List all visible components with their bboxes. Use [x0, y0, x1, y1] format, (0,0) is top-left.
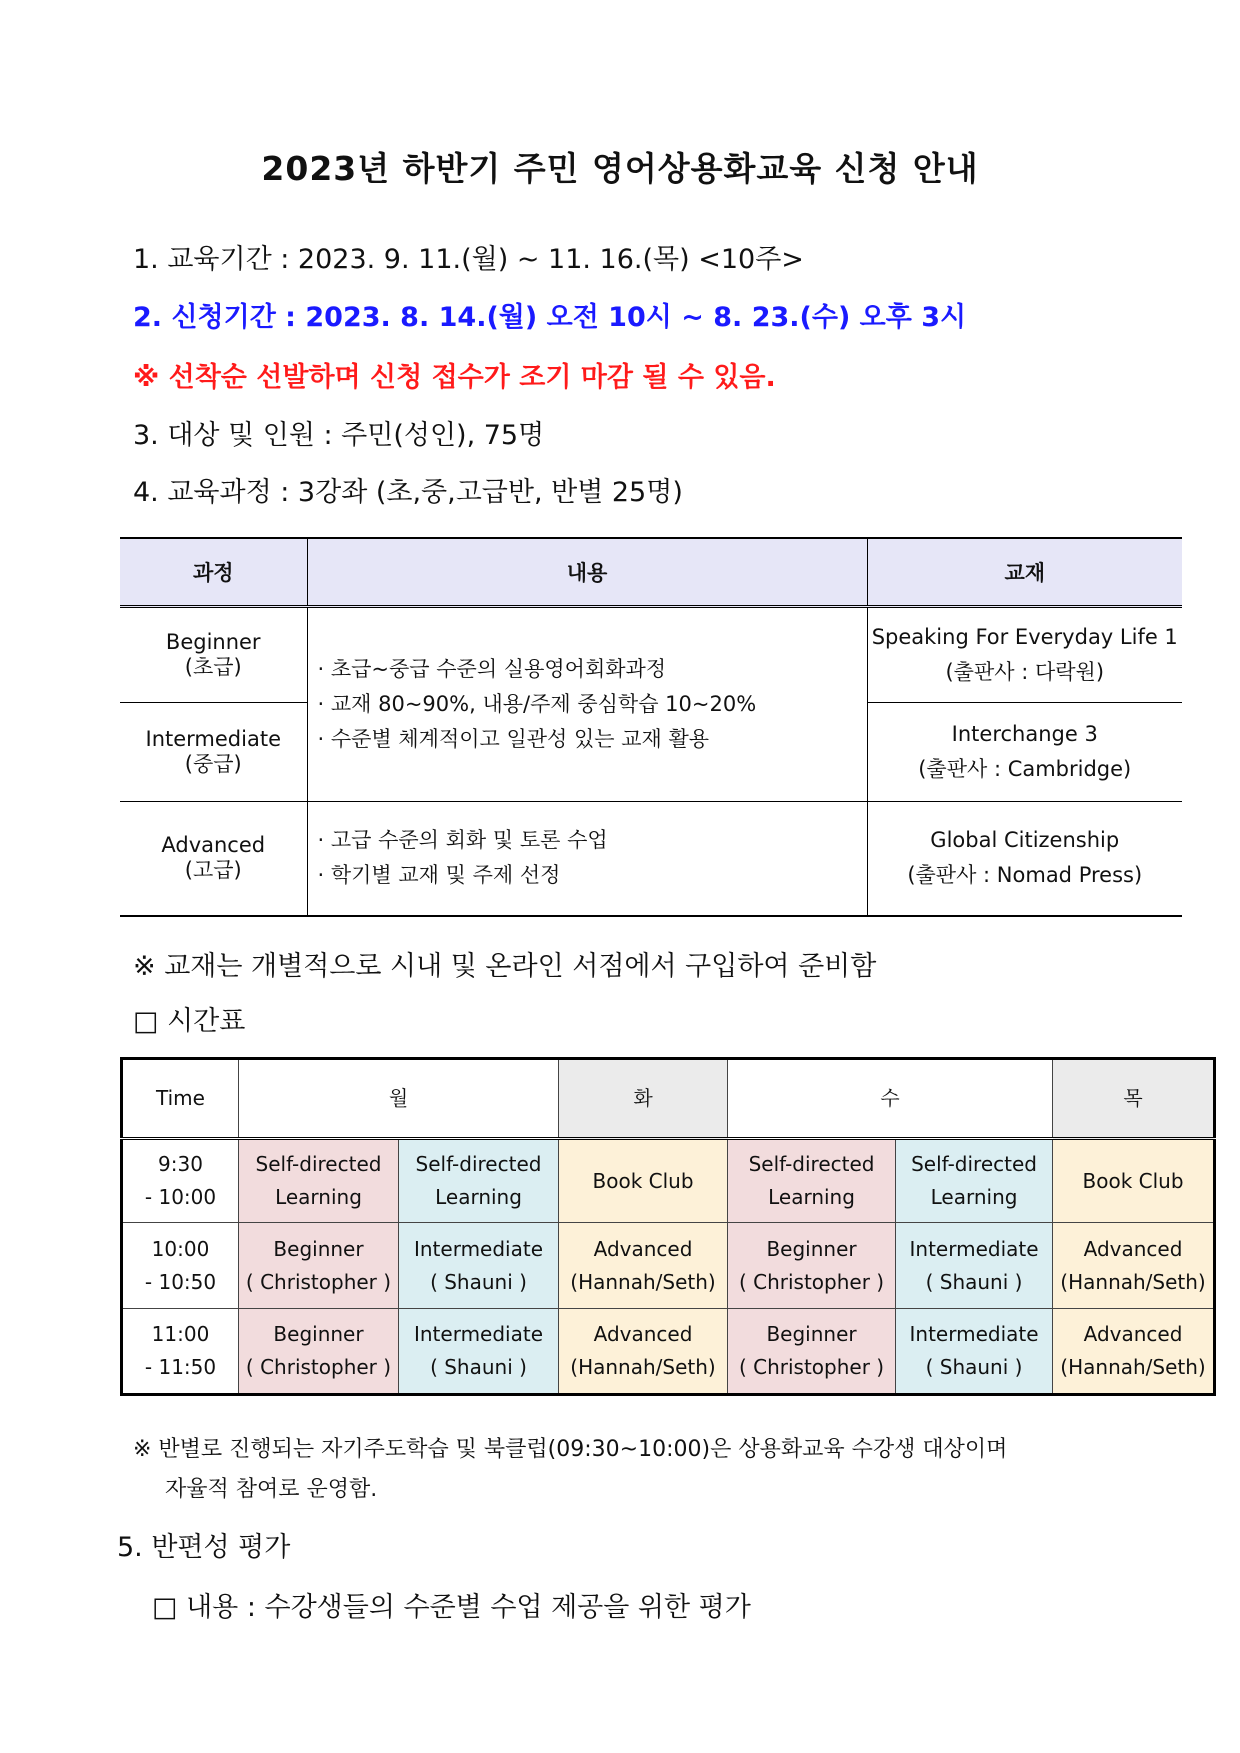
cell-beginner: Beginner ( Christopher ) [239, 1223, 399, 1309]
course-name-ko: (중급) [184, 752, 242, 776]
header-content: 내용 [307, 538, 867, 607]
cell-self-directed: Self-directed Learning [728, 1139, 896, 1223]
textbook-publisher: (출판사 : Nomad Press) [907, 863, 1143, 888]
content-cell-a [307, 607, 867, 802]
header-time: Time [122, 1059, 239, 1139]
course-name: Beginner [165, 630, 261, 654]
target-and-count: 3. 대상 및 인원 : 주민(성인), 75명 [133, 420, 545, 451]
cell-self-directed: Self-directed Learning [239, 1139, 399, 1223]
textbook-purchase-note: ※ 교재는 개별적으로 시내 및 온라인 서점에서 구입하여 준비함 [133, 951, 877, 982]
course-name-ko: (초급) [184, 655, 242, 679]
cell-advanced: Advanced (Hannah/Seth) [559, 1309, 728, 1395]
cell-beginner: Beginner ( Christopher ) [728, 1309, 896, 1395]
course-table [120, 537, 1182, 917]
header-tue: 화 [559, 1059, 728, 1139]
timetable [120, 1057, 1216, 1396]
course-intermediate [120, 703, 307, 802]
cell-advanced: Advanced (Hannah/Seth) [1053, 1309, 1215, 1395]
content-line: · 초급~중급 수준의 실용영어회화과정 [317, 657, 667, 681]
course-summary: 4. 교육과정 : 3강좌 (초,중,고급반, 반별 25명) [133, 477, 683, 508]
content-line: · 고급 수준의 회화 및 토론 수업 [317, 828, 608, 853]
course-name: Intermediate [145, 727, 281, 751]
time-slot: 11:00 - 11:50 [122, 1309, 239, 1395]
textbook-publisher: (출판사 : Cambridge) [918, 757, 1132, 781]
cell-intermediate: Intermediate ( Shauni ) [896, 1223, 1053, 1309]
cell-advanced: Advanced (Hannah/Seth) [559, 1223, 728, 1309]
textbook-title: Global Citizenship [930, 828, 1120, 853]
textbook-title: Speaking For Everyday Life 1 [871, 625, 1178, 649]
cell-book-club: Book Club [559, 1139, 728, 1223]
section5-item: □ 내용 : 수강생들의 수준별 수업 제공을 위한 평가 [152, 1592, 751, 1623]
cell-intermediate: Intermediate ( Shauni ) [399, 1223, 559, 1309]
textbook-intermediate [867, 703, 1182, 802]
education-period: 1. 교육기간 : 2023. 9. 11.(월) ~ 11. 16.(목) <10주> [133, 244, 804, 275]
content-line: · 수준별 체계적이고 일관성 있는 교재 활용 [317, 727, 710, 751]
cell-beginner: Beginner ( Christopher ) [239, 1309, 399, 1395]
textbook-beginner [867, 607, 1182, 703]
early-close-notice: ※ 선착순 선발하며 신청 접수가 조기 마감 될 수 있음. [133, 362, 776, 393]
textbook-advanced [867, 802, 1182, 916]
header-course: 과정 [120, 538, 307, 607]
header-wed: 수 [728, 1059, 1053, 1139]
cell-self-directed: Self-directed Learning [399, 1139, 559, 1223]
textbook-publisher: (출판사 : 다락원) [945, 660, 1105, 684]
content-line: · 교재 80~90%, 내용/주제 중심학습 10~20% [317, 692, 757, 716]
content-line: · 학기별 교재 및 주제 선정 [317, 863, 561, 888]
header-textbook: 교재 [867, 538, 1182, 607]
course-advanced [120, 802, 307, 916]
footnote-line-2: 자율적 참여로 운영함. [165, 1477, 378, 1502]
application-period: 2. 신청기간 : 2023. 8. 14.(월) 오전 10시 ~ 8. 23.(수) 오후 3시 [133, 302, 967, 333]
cell-intermediate: Intermediate ( Shauni ) [399, 1309, 559, 1395]
textbook-title: Interchange 3 [951, 722, 1098, 746]
time-slot: 10:00 - 10:50 [122, 1223, 239, 1309]
cell-book-club: Book Club [1053, 1139, 1215, 1223]
course-name: Advanced [161, 833, 266, 858]
page-title: 2023년 하반기 주민 영어상용화교육 신청 안내 [261, 149, 979, 188]
cell-beginner: Beginner ( Christopher ) [728, 1223, 896, 1309]
course-name-ko: (고급) [184, 858, 242, 883]
footnote-line-1: ※ 반별로 진행되는 자기주도학습 및 북클럽(09:30~10:00)은 상용화교육 수강생 대상이며 [133, 1437, 1008, 1462]
section5-heading: 5. 반편성 평가 [117, 1532, 291, 1563]
cell-intermediate: Intermediate ( Shauni ) [896, 1309, 1053, 1395]
header-thu: 목 [1053, 1059, 1215, 1139]
schedule-label: □ 시간표 [133, 1006, 246, 1037]
content-cell-b [307, 802, 867, 916]
cell-self-directed: Self-directed Learning [896, 1139, 1053, 1223]
cell-advanced: Advanced (Hannah/Seth) [1053, 1223, 1215, 1309]
header-mon: 월 [239, 1059, 559, 1139]
time-slot: 9:30 - 10:00 [122, 1139, 239, 1223]
course-beginner [120, 607, 307, 703]
